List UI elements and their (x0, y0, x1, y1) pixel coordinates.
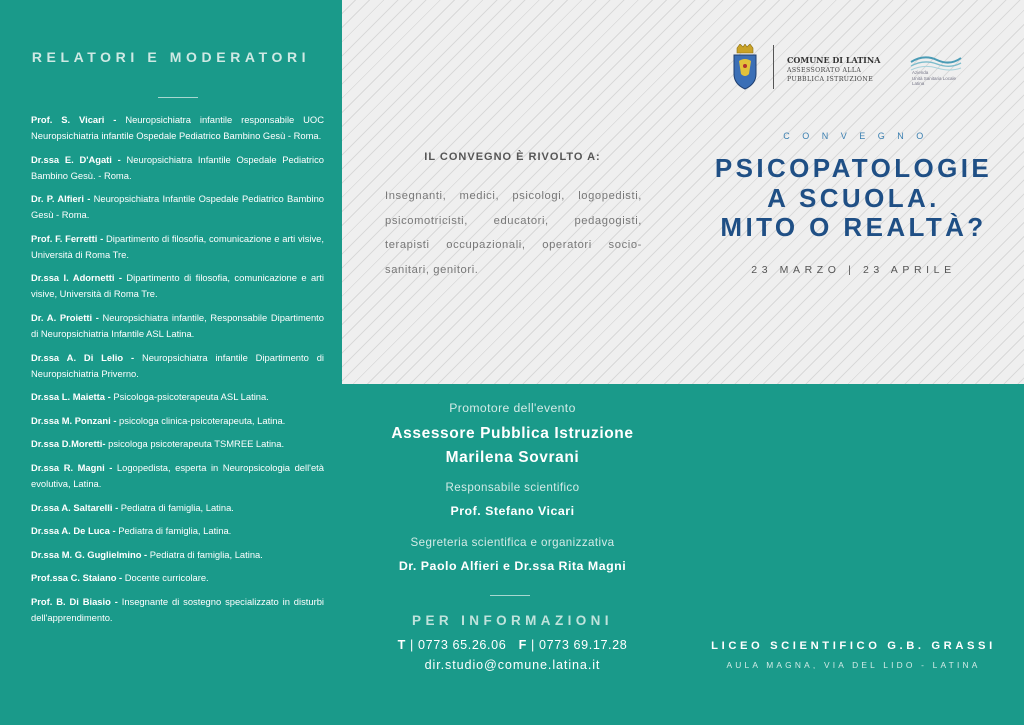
promoter-name-line: Marilena Sovrani (445, 449, 580, 466)
speaker-name: Dr.ssa A. De Luca - (31, 525, 116, 537)
audience-title: IL CONVEGNO È RIVOLTO A: (424, 151, 601, 163)
event-title-line: MITO O REALTÀ? (720, 212, 987, 242)
event-title-line: A SCUOLA. (767, 182, 940, 213)
phone-fax-line (342, 638, 683, 652)
speaker-item (31, 310, 324, 342)
fax-number: | 0773 69.17.28 (531, 638, 628, 652)
secretariat-label: Segreteria scientifica e organizzativa (410, 536, 615, 549)
fax-label: F (518, 638, 527, 652)
email-address[interactable]: dir.studio@comune.latina.it (424, 658, 601, 672)
speaker-item (31, 191, 324, 223)
divider (490, 595, 530, 596)
speaker-item (31, 570, 324, 586)
audience-text: Insegnanti, medici, psicologi, logopedisti, psicomotricisti, educatori, pedagogisti, terapisti occupazionali, operatori socio-sanitari, genitori. (385, 190, 642, 276)
speaker-item (31, 413, 324, 429)
speaker-name: Dr.ssa E. D'Agati - (31, 153, 121, 165)
speaker-desc: Neuropsichiatra Infantile Ospedale Pediatrico Bambino Gesù. - Roma. (31, 153, 324, 181)
comune-name: COMUNE DI LATINA (787, 55, 881, 65)
speaker-desc: Pediatra di famiglia, Latina. (115, 525, 232, 537)
speaker-desc: Insegnante di sostegno specializzato in disturbi dell'apprendimento. (31, 595, 324, 623)
speaker-desc: Dipartimento di filosofia, comunicazione e arti visive, Università di Roma Tre. (31, 232, 324, 260)
logo-divider (773, 45, 774, 89)
divider (158, 97, 198, 98)
speaker-item (31, 523, 324, 539)
scientific-label: Responsabile scientifico (445, 481, 580, 494)
speaker-name: Prof.ssa C. Staiano - (31, 572, 123, 584)
speaker-name: Dr. P. Alfieri - (31, 193, 91, 205)
logo-block (731, 42, 971, 92)
speakers-title: RELATORI E MODERATORI (31, 49, 311, 65)
speaker-item (31, 460, 324, 492)
asl-text: Azienda Unità Sanitaria Locale Latina (912, 70, 957, 86)
speaker-item (31, 231, 324, 263)
comune-subtitle: ASSESSORATO ALLA PUBBLICA ISTRUZIONE (787, 67, 874, 83)
speaker-name: Prof. S. Vicari - (31, 114, 117, 125)
speaker-desc: Pediatra di famiglia, Latina. (147, 548, 263, 560)
speaker-item (31, 389, 324, 405)
speaker-desc: Neuropsichiatra Infantile Ospedale Pediatrico Bambino Gesù - Roma. (31, 193, 325, 221)
event-kicker: CONVEGNO (783, 131, 936, 141)
speaker-name: Dr.ssa I. Adornetti - (31, 272, 122, 284)
speaker-name: Dr.ssa M. Ponzani - (31, 414, 117, 426)
venue-name: LICEO SCIENTIFICO G.B. GRASSI (711, 640, 996, 652)
event-dates: 23 MARZO | 23 APRILE (751, 264, 956, 276)
speaker-name: Prof. B. Di Biasio - (31, 595, 118, 607)
speaker-item (31, 500, 324, 516)
speaker-name: Dr.ssa D.Moretti- (31, 438, 106, 450)
event-title (683, 154, 1024, 243)
speaker-desc: Neuropsichiatra infantile responsabile UOC Neuropsichiatria infantile Ospedale Pediatrico Bambino Gesù - Roma. (31, 114, 324, 141)
tel-number: | 0773 65.26.06 (410, 638, 507, 652)
speaker-desc: Neuropsichiatra infantile, Responsabile Dipartimento di Neuropsichiatria Infantile ASL Latina. (31, 311, 325, 339)
speaker-desc: Neuropsichiatra infantile Dipartimento di Neuropsichiatria Priverno. (31, 351, 324, 379)
speaker-item (31, 594, 324, 626)
info-title: PER INFORMAZIONI (412, 613, 613, 628)
speaker-desc: Dipartimento di filosofia, comunicazione e arti visive, Università di Roma Tre. (31, 272, 324, 300)
speaker-name: Dr.ssa R. Magni - (31, 461, 113, 473)
speaker-item (31, 112, 324, 144)
speaker-item (31, 270, 324, 302)
speaker-name: Prof. F. Ferretti - (31, 232, 104, 244)
speaker-item (31, 436, 324, 452)
speaker-item (31, 152, 324, 184)
speaker-desc: Pediatra di famiglia, Latina. (118, 501, 234, 513)
speaker-name: Dr.ssa A. Saltarelli - (31, 501, 119, 513)
speaker-name: Dr.ssa M. G. Guglielmino - (31, 548, 148, 560)
tel-label: T (397, 638, 406, 652)
secretariat-names: Dr. Paolo Alfieri e Dr.ssa Rita Magni (398, 559, 627, 573)
promoter-name-line: Assessore Pubblica Istruzione (391, 425, 634, 442)
scientific-name: Prof. Stefano Vicari (450, 504, 575, 518)
event-title-line: PSICOPATOLOGIE (714, 153, 993, 183)
venue-address: AULA MAGNA, VIA DEL LIDO - LATINA (726, 660, 981, 670)
speaker-name: Dr.ssa A. Di Lelio - (31, 351, 135, 363)
speaker-item (31, 350, 324, 382)
speaker-item (31, 547, 324, 563)
speaker-name: Dr. A. Proietti - (31, 311, 99, 323)
speaker-desc: psicologa psicoterapeuta TSMREE Latina. (105, 438, 285, 450)
speaker-desc: psicologa clinica-psicoterapeuta, Latina. (116, 414, 286, 426)
promoter-name (342, 422, 683, 470)
speakers-list (31, 112, 324, 634)
crest-icon (731, 44, 759, 90)
speaker-name: Dr.ssa L. Maietta - (31, 391, 111, 403)
speaker-desc: Psicologa-psicoterapeuta ASL Latina. (110, 391, 269, 403)
speaker-desc: Docente curricolare. (122, 572, 209, 584)
speaker-desc: Logopedista, esperta in Neuropsicologia dell'età evolutiva, Latina. (31, 461, 324, 489)
promoter-label: Promotore dell'evento (449, 401, 576, 415)
